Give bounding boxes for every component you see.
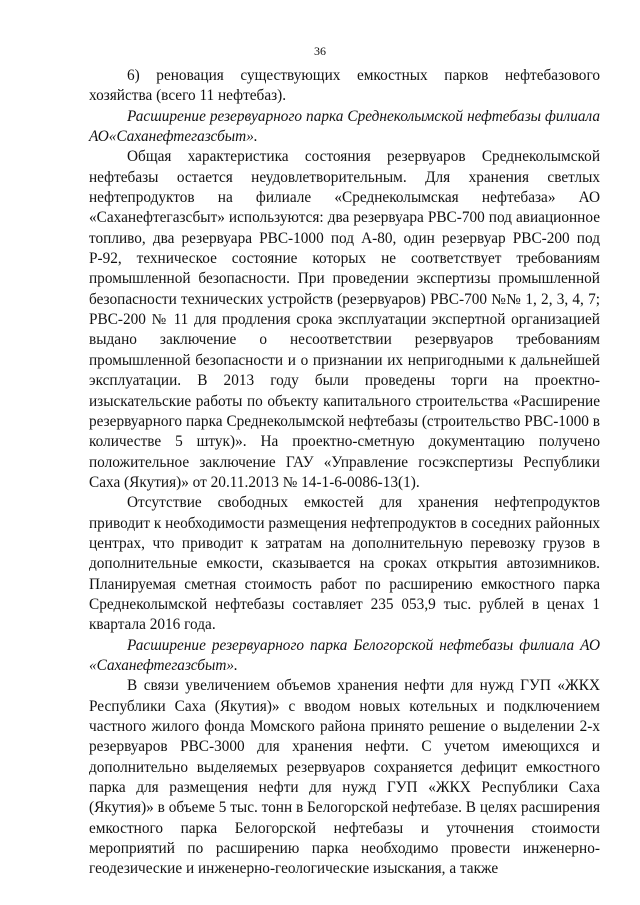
list-item-renovation: 6) реновация существующих емкостных парков нефтебазового хозяйства (всего 11 нефтебаз). — [89, 67, 600, 105]
paragraph-srednekolymsk-cost: Отсутствие свободных емкостей для хранения нефтепродуктов приводит к необходимости размещения нефтепродуктов в соседних районных центрах, что приводит к затратам на дополнительную перевозку грузов в дополнительные емкости, сказывается на сроках открытия автозимников. Планируемая сметная стоимость работ по расширению емкостного парка Среднеколымской нефтебазы составляет 235 053,9 тыс. рублей в ценах 1 квартала 2016 года. — [89, 494, 600, 634]
document-body — [89, 66, 600, 880]
page-number: 36 — [314, 44, 326, 58]
paragraph-srednekolymsk-status: Общая характеристика состояния резервуаров Среднеколымской нефтебазы остается неудовлетворительным. Для хранения светлых нефтепродуктов на филиале «Среднеколымская нефтебаза» АО «Саханефтегазсбыт» используются: два резервуара РВС-700 под авиационное топливо, два резервуара РВС-1000 под А-80, один резервуар РВС-200 под Р-92, техническое состояние которых не соответствует требованиям промышленной безопасности. При проведении экспертизы промышленной безопасности технических устройств (резервуаров) РВС-700 №№ 1, 2, 3, 4, 7; РВС-200 № 11 для продления срока эксплуатации экспертной организацией выдано заключение о несоответствии резервуаров требованиям промышленной безопасности и о признании их непригодными к дальнейшей эксплуатации. В 2013 году были проведены торги на проектно-изыскательские работы по объекту капитального строительства «Расширение резервуарного парка Среднеколымской нефтебазы (строительство РВС-1000 в количестве 5 штук)». На проектно-сметную документацию получено положительное заключение ГАУ «Управление госэкспертизы Республики Саха (Якутия)» от 20.11.2013 № 14-1-6-0086-13(1). — [89, 148, 600, 491]
section-heading-belogorsk: Расширение резервуарного парка Белогорской нефтебазы филиала АО «Саханефтегазсбыт». — [89, 636, 600, 674]
paragraph-belogorsk: В связи увеличением объемов хранения нефти для нужд ГУП «ЖКХ Республики Саха (Якутия)» с вводом новых котельных и подключением частного жилого фонда Момского района принято решение о выделении 2-х резервуаров РВС-3000 для хранения нефти. С учетом имеющихся и дополнительно выделяемых резервуаров сохраняется дефицит емкостного парка для размещения нефти для нужд ГУП «ЖКХ Республики Саха (Якутия)» в объеме 5 тыс. тонн в Белогорской нефтебазе. В целях расширения емкостного парка Белогорской нефтебазы и уточнения стоимости мероприятий по расширению парка необходимо провести инженерно-геодезические и инженерно-геологические изыскания, а также — [89, 677, 600, 878]
section-heading-srednekolymsk: Расширение резервуарного парка Среднеколымской нефтебазы филиала АО«Саханефтегазсбыт». — [89, 107, 600, 146]
